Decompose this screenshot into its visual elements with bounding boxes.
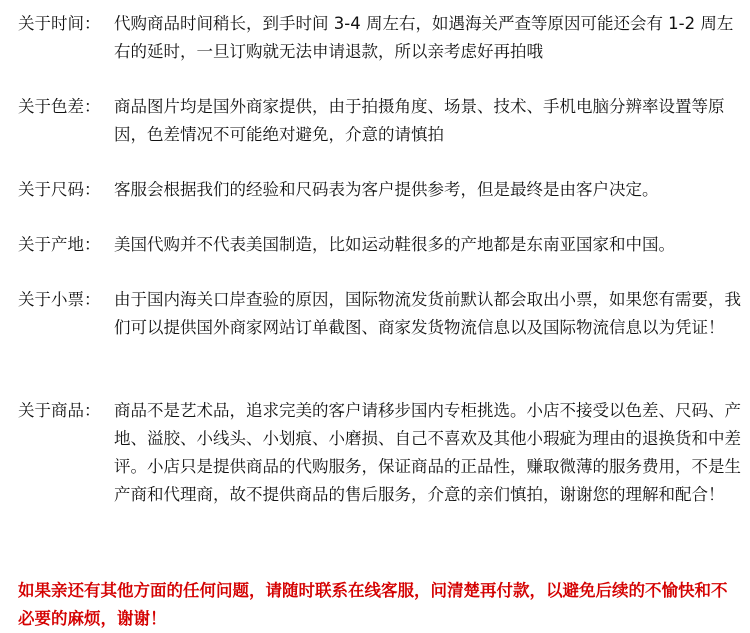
section-color-difference [18, 93, 742, 149]
section-label: 关于小票： [18, 290, 101, 309]
section-size [18, 176, 742, 204]
section-text: 客服会根据我们的经验和尺码表为客户提供参考，但是最终是由客户决定。 [114, 180, 659, 199]
section-text: 商品图片均是国外商家提供，由于拍摄角度、场景、技术、手机电脑分辨率设置等原因，色差情况不可能绝对避免，介意的请慎拍 [114, 97, 725, 144]
section-label: 关于时间： [18, 14, 101, 33]
section-product [18, 397, 742, 509]
section-text: 美国代购并不代表美国制造，比如运动鞋很多的产地都是东南亚国家和中国。 [114, 235, 675, 254]
section-receipt [18, 286, 742, 342]
section-text: 商品不是艺术品，追求完美的客户请移步国内专柜挑选。小店不接受以色差、尺码、产地、溢胶、小线头、小划痕、小磨损、自己不喜欢及其他小瑕疵为理由的退换货和中差评。小店只是提供商品的代购服务，保证商品的正品性，赚取微薄的服务费用，不是生产商和代理商，故不提供商品的售后服务，介意的亲们慎拍，谢谢您的理解和配合！ [114, 401, 741, 504]
section-label: 关于产地： [18, 235, 101, 254]
section-text: 由于国内海关口岸查验的原因，国际物流发货前默认都会取出小票，如果您有需要，我们可以提供国外商家网站订单截图、商家发货物流信息以及国际物流信息以为凭证！ [114, 290, 741, 337]
section-time [18, 10, 742, 66]
customer-service-warning: 如果亲还有其他方面的任何问题，请随时联系在线客服，问清楚再付款，以避免后续的不愉快和不必要的麻烦，谢谢！ [18, 580, 728, 628]
section-text: 代购商品时间稍长，到手时间 3-4 周左右，如遇海关严查等原因可能还会有 1-2 周左右的延时，一旦订购就无法申请退款，所以亲考虑好再拍哦 [114, 14, 734, 61]
section-origin [18, 231, 742, 259]
section-label: 关于商品： [18, 401, 101, 420]
section-label: 关于尺码： [18, 180, 101, 199]
section-label: 关于色差： [18, 97, 101, 116]
